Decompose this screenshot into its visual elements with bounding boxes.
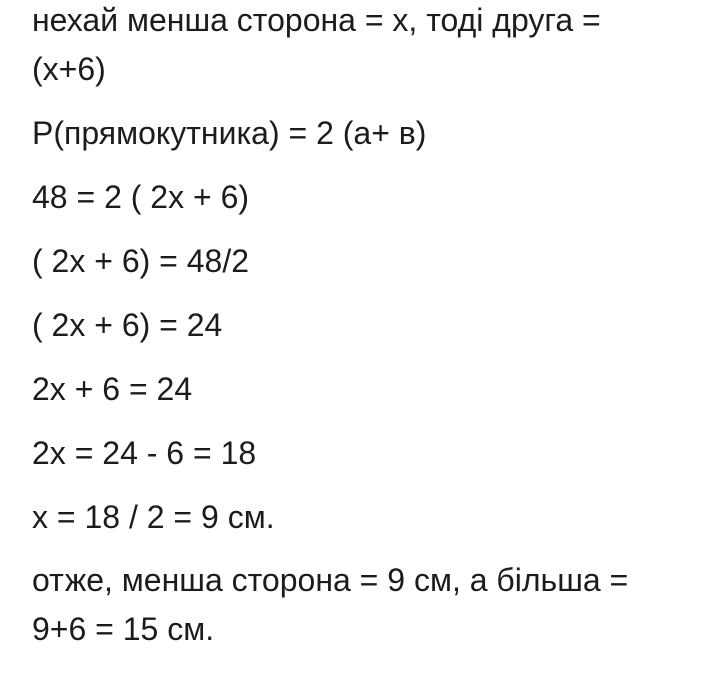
line-conclusion: отже, менша сторона = 9 см, а більша = (32, 562, 629, 598)
line-equation: 48 = 2 ( 2х + 6) (32, 179, 250, 215)
line-divide: ( 2х + 6) = 48/2 (32, 243, 250, 279)
line-larger-side: 9+6 = 15 см. (32, 611, 215, 647)
line-solve-x: х = 18 / 2 = 9 см. (32, 499, 275, 535)
line-subtract: 2х = 24 - 6 = 18 (32, 435, 257, 471)
line-simplified: ( 2х + 6) = 24 (32, 307, 223, 343)
line-linear-equation: 2х + 6 = 24 (32, 371, 193, 407)
line-perimeter-formula: Р(прямокутника) = 2 (а+ в) (32, 115, 427, 151)
line-let-smaller-side: нехай менша сторона = х, тоді друга = (32, 2, 601, 38)
line-other-side: (х+6) (32, 51, 106, 87)
